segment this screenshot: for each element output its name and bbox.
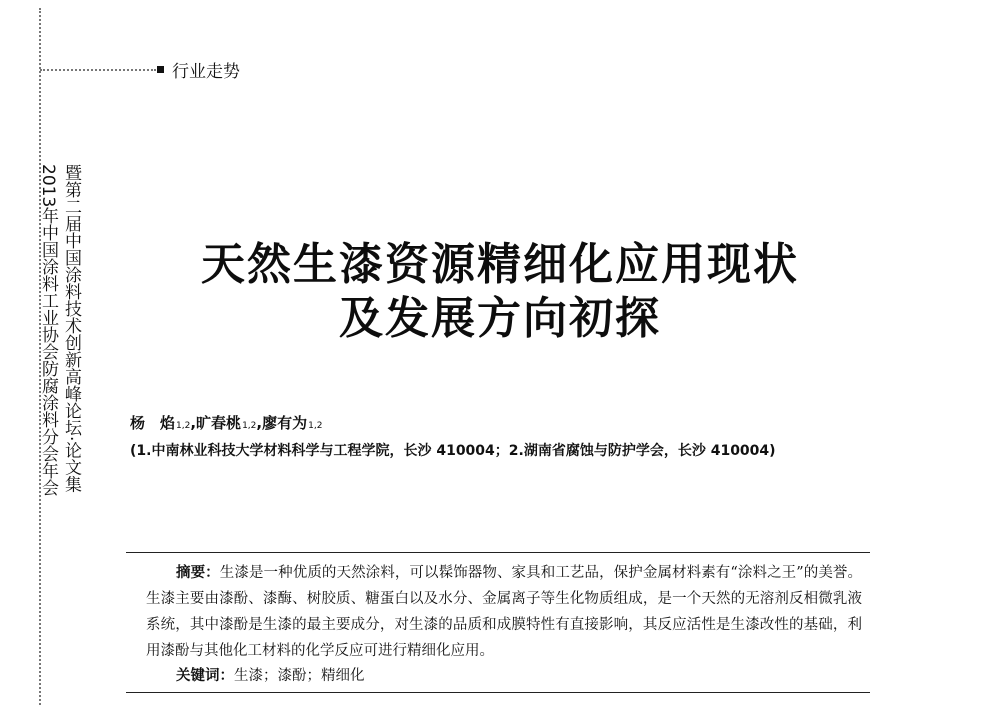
author-name: 杨 焰 [130,414,176,432]
paper-title-line-1: 天然生漆资源精细化应用现状 [201,239,799,290]
section-header [157,57,240,82]
abstract-bottom-rule [126,692,870,693]
keywords-text: 生漆；漆酚；精细化 [234,668,365,684]
abstract-text: 生漆是一种优质的天然涂料，可以髹饰器物、家具和工艺品，保护金属材料素有“涂料之王”的美誉。生漆主要由漆酚、漆酶、树胶质、糖蛋白以及水分、金属离子等生化物质组成，是一个天然的无溶剂反相微乳液系统，其中漆酚是生漆的最主要成分，对生漆的品质和成膜特性有直接影响，其反应活性是生漆改性的基础，利用漆酚与其他化工材料的化学反应可进行精细化应用。 [146,565,863,659]
author-affil-mark: 1,2 [242,421,257,431]
author [262,412,322,433]
section-label: 行业走势 [172,62,240,82]
paper-title-line-2: 及发展方向初探 [339,293,661,344]
affiliations: (1.中南林业科技大学材料科学与工程学院，长沙 410004；2.湖南省腐蚀与防护学会，长沙 410004) [130,443,776,459]
abstract-top-rule [126,552,870,553]
author-affil-mark: 1,2 [308,421,323,431]
author [130,412,190,433]
keywords [176,664,365,685]
abstract-label: 摘要： [176,565,220,581]
side-text-proceedings: 暨第二届中国涂料技术创新高峰论坛·论文集 [61,164,81,493]
side-text-conference: 2013年中国涂料工业协会防腐涂料分会年会 [38,164,58,497]
author [196,412,256,433]
keywords-label: 关键词： [176,668,234,684]
author-name: 旷春桃 [196,414,242,432]
header-dotted-guide [40,69,156,71]
author-affil-mark: 1,2 [176,421,191,431]
square-bullet-icon [157,66,164,73]
author-list: 杨 焰 $_{1,2}$ , 旷春桃 $_{1,2}$ , 廖有为 $_{1,2}$ [130,414,323,432]
abstract [146,560,862,664]
author-name: 廖有为 [262,414,308,432]
